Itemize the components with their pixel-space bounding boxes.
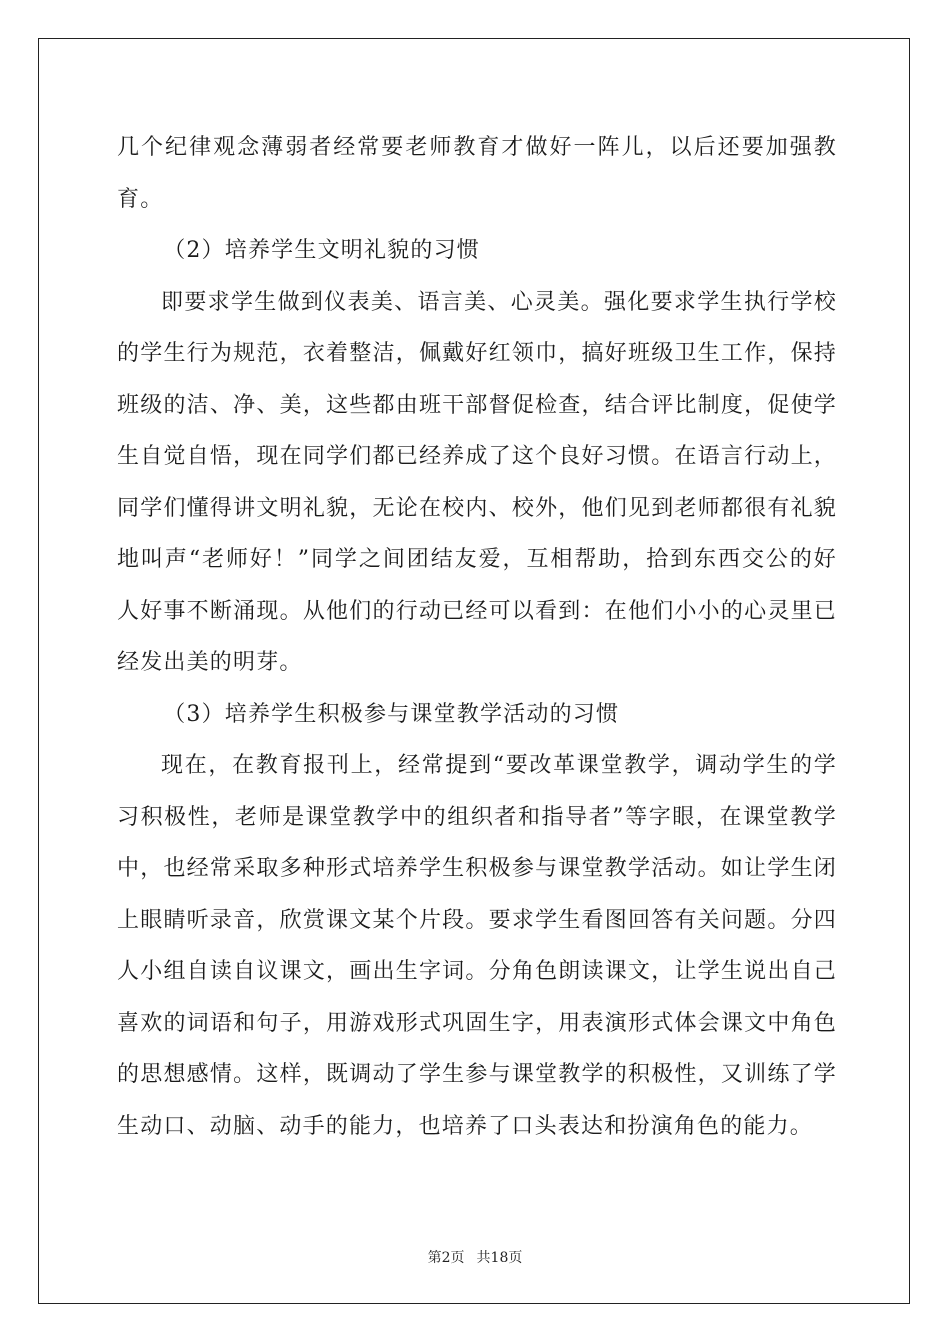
paragraph-civility: 即要求学生做到仪表美、语言美、心灵美。强化要求学生执行学校的学生行为规范，衣着整洁，佩戴好红领巾，搞好班级卫生工作，保持班级的洁、净、美，这些都由班干部督促检查，结合评比制度，促使学生自觉自悟，现在同学们都已经养成了这个良好习惯。在语言行动上，同学们懂得讲文明礼貌，无论在校内、校外，他们见到老师都很有礼貌地叫声“老师好！”同学之间团结友爱，互相帮助，拾到东西交公的好人好事不断涌现。从他们的行动已经可以看到：在他们小小的心灵里已经发出美的明芽。	[117, 289, 837, 675]
section-heading-2: （2）培养学生文明礼貌的习惯	[163, 238, 480, 263]
paragraph-classroom: 现在，在教育报刊上，经常提到“要改革课堂教学，调动学生的学习积极性，老师是课堂教学中的组织者和指导者”等字眼，在课堂教学中，也经常采取多种形式培养学生积极参与课堂教学活动。如让学生闭上眼睛听录音，欣赏课文某个片段。要求学生看图回答有关问题。分四人小组自读自议课文，画出生字词。分角色朗读课文，让学生说出自己喜欢的词语和句子，用游戏形式巩固生字，用表演形式体会课文中角色的思想感情。这样，既调动了学生参与课堂教学的积极性，又训练了学生动口、动脑、动手的能力，也培养了口头表达和扮演角色的能力。	[117, 753, 837, 1139]
total-page-count: 共18页	[476, 1250, 523, 1266]
paragraph-continuation: 几个纪律观念薄弱者经常要老师教育才做好一阵儿，以后还要加强教育。	[117, 135, 837, 212]
page-footer	[0, 1247, 950, 1267]
current-page-number: 第2页	[427, 1250, 465, 1266]
section-heading-3: （3）培养学生积极参与课堂教学活动的习惯	[163, 701, 620, 727]
document-body	[117, 122, 837, 1152]
